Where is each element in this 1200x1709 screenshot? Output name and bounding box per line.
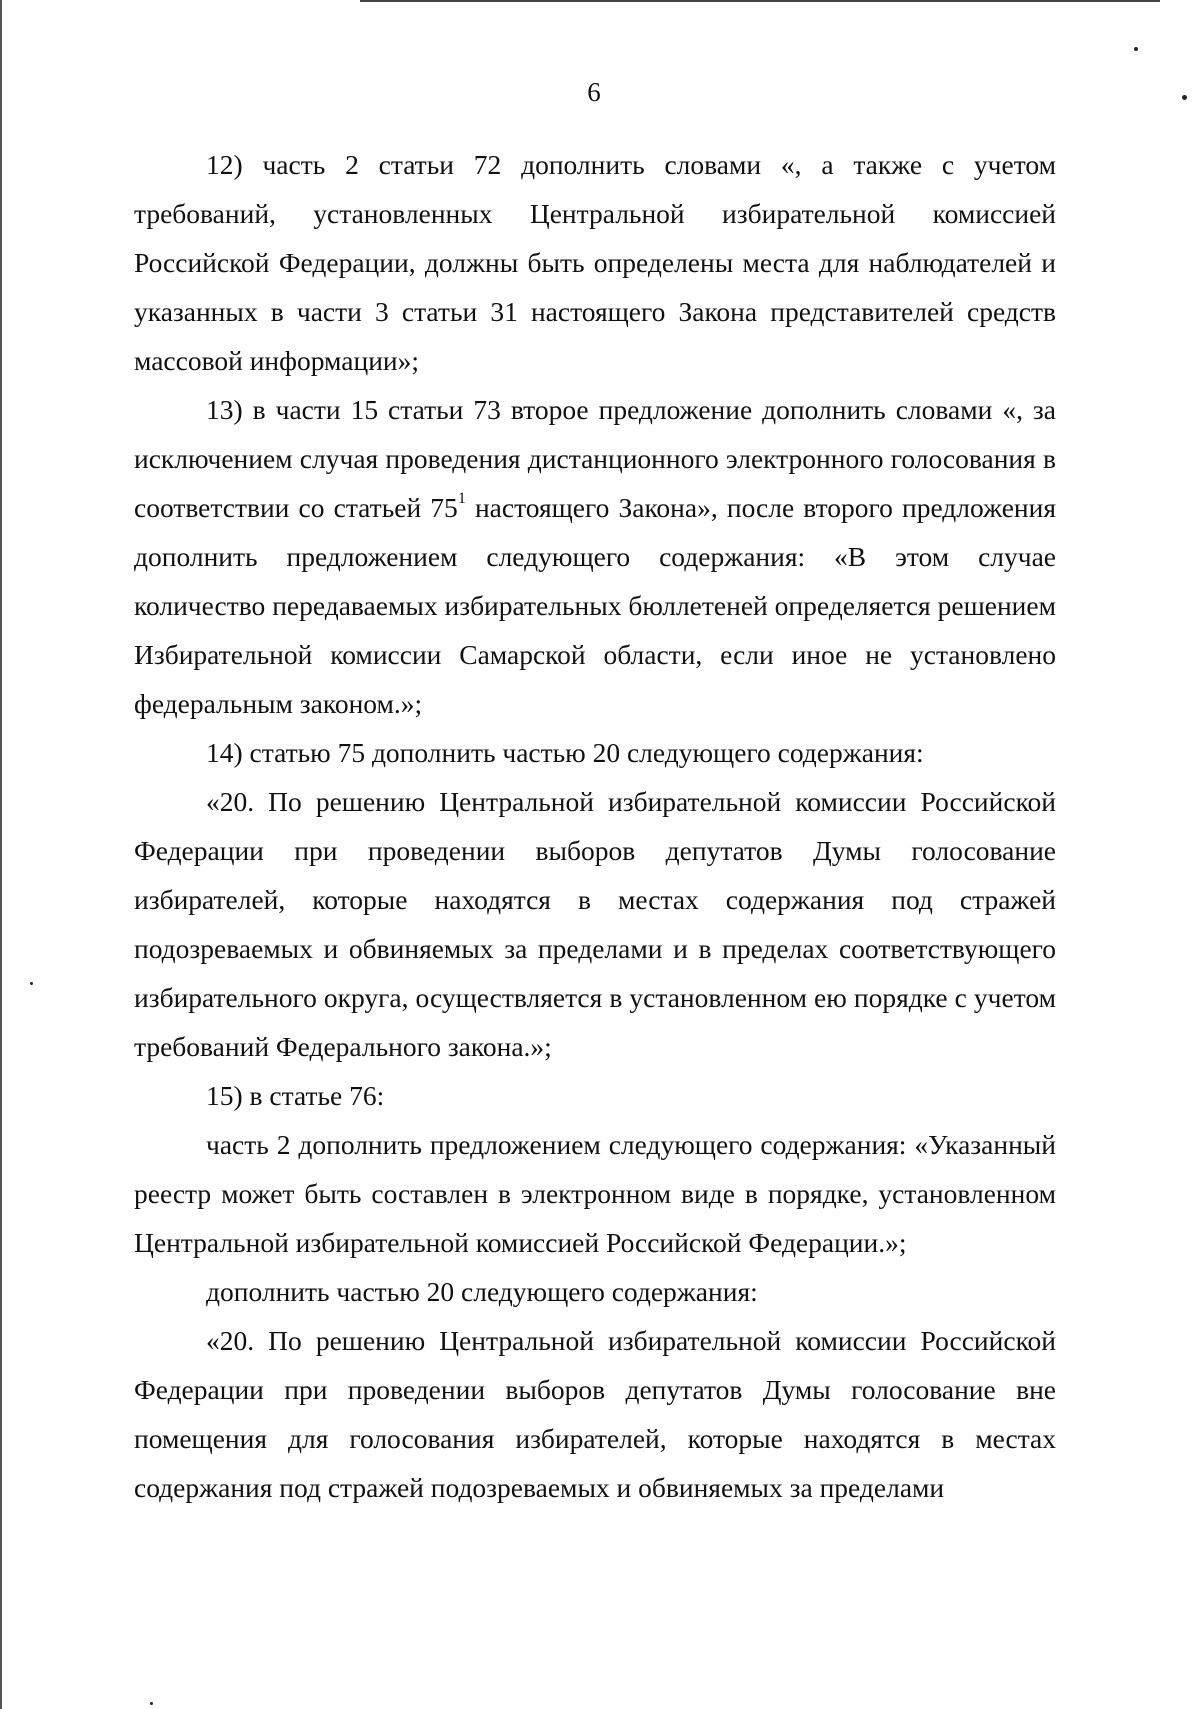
page-number: 6 — [587, 77, 601, 107]
document-body — [134, 140, 1056, 1512]
scan-top-edge — [360, 0, 1160, 2]
paragraph-item-13-text-a: 13) в части 15 статьи 73 второе предложение дополнить словами «, за исключением случая проведения дистанционного электронного голосования в соответствии со статьей 75 — [134, 394, 1056, 523]
scan-speck — [1134, 47, 1138, 51]
scan-speck — [150, 1702, 153, 1705]
paragraph-item-12: 12) часть 2 статьи 72 дополнить словами «, а также с учетом требований, установленных Центральной избирательной комиссией Российской Федерации, должны быть определены места для наблюдателей и указанных в части 3 статьи 31 настоящего Закона представителей средств массовой информации»; — [134, 149, 1056, 376]
paragraph-item-13-text-b: настоящего Закона», после второго предложения дополнить предложением следующего содержания: «В этом случае количество передаваемых избирательных бюллетеней определяется решением Избирательной комиссии Самарской области, если иное не установлено федеральным законом.»; — [134, 492, 1056, 719]
paragraph-item-14-quote: «20. По решению Центральной избирательной комиссии Российской Федерации при проведении выборов депутатов Думы голосование избирателей, которые находятся в местах содержания под стражей подозреваемых и обвиняемых за пределами и в пределах соответствующего избирательного округа, осуществляется в установленном ею порядке с учетом требований Федерального закона.»; — [134, 786, 1056, 1062]
paragraph-item-15: 15) в статье 76: — [206, 1080, 385, 1111]
paragraph-item-15-part-20: дополнить частью 20 следующего содержания: — [206, 1276, 758, 1307]
paragraph-item-15-part-2: часть 2 дополнить предложением следующего содержания: «Указанный реестр может быть составлен в электронном виде в порядке, установленном Центральной избирательной комиссией Российской Федерации.»; — [134, 1129, 1056, 1258]
scan-left-edge — [0, 0, 2, 1709]
paragraph-item-15-quote: «20. По решению Центральной избирательной комиссии Российской Федерации при проведении выборов депутатов Думы голосование вне помещения для голосования избирателей, которые находятся в местах содержания под стражей подозреваемых и обвиняемых за пределами — [134, 1325, 1056, 1503]
superscript-index: 1 — [457, 489, 466, 507]
paragraph-item-14: 14) статью 75 дополнить частью 20 следующего содержания: — [206, 737, 924, 768]
scan-speck — [30, 982, 33, 985]
paragraph-item-13 — [134, 385, 1056, 728]
